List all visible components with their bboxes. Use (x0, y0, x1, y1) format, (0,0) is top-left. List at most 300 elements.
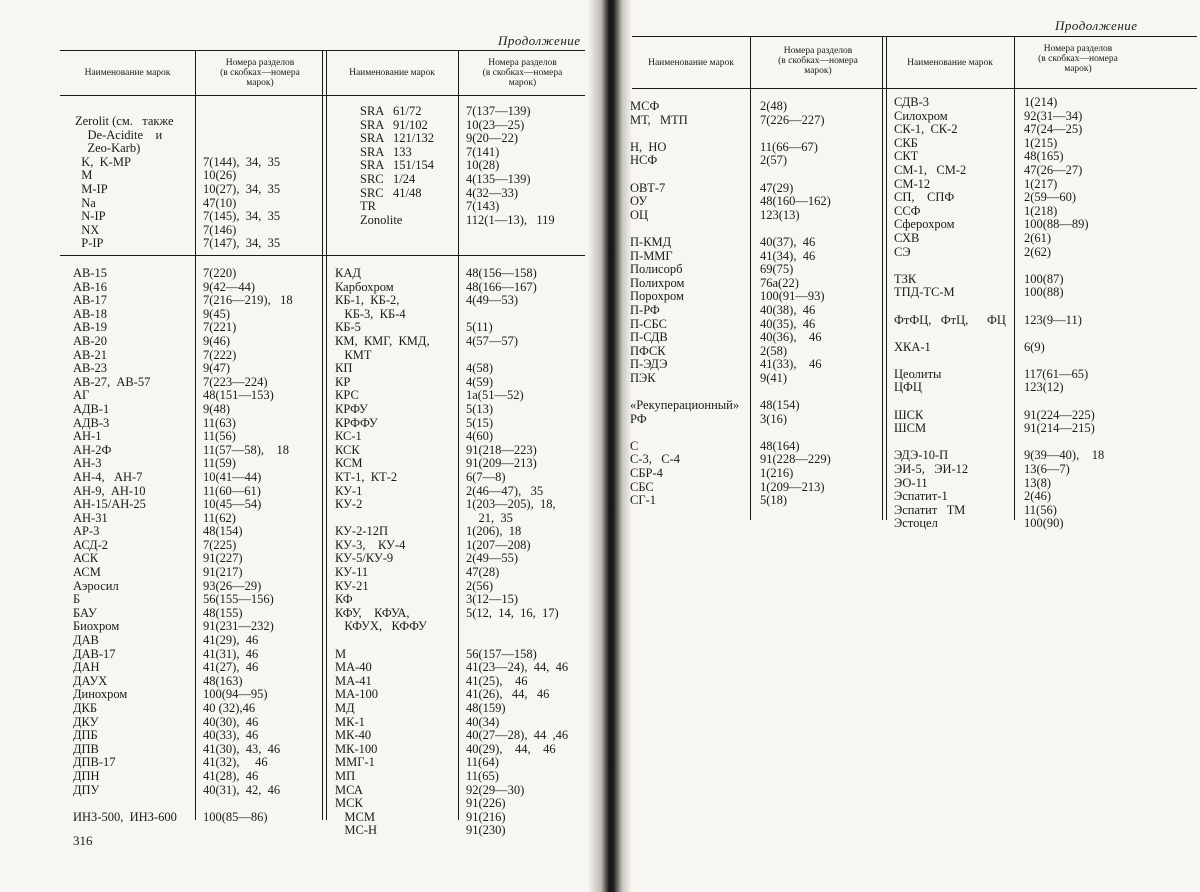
entries-names (335, 267, 430, 838)
entry-name: АН-9, АН-10 (73, 483, 146, 498)
entry-sections: 4(49—53) (466, 293, 519, 308)
entry-sections (760, 222, 831, 236)
entry-name: ОУ (630, 194, 648, 209)
entry-name: КП (335, 361, 353, 376)
header-name-col: Наименование марок (648, 58, 734, 68)
header-sections-col: Номера разделов (в скобках—номера марок) (220, 58, 300, 88)
entry-name: СМ-12 (894, 176, 931, 191)
left-page (0, 0, 590, 892)
entry-sections: 7(147), 34, 35 (203, 236, 281, 251)
entry-sections: 7(223—224) (203, 374, 268, 389)
entry-sections: 91(214—215) (1024, 421, 1095, 436)
entry-name: Эстоцел (894, 516, 938, 531)
entry-name: КУ-11 (335, 565, 369, 580)
header-rule (632, 88, 1197, 89)
entry-sections: 40(33), 46 (203, 728, 259, 743)
entry-name: ЭО-11 (894, 475, 928, 490)
entry-sections: 41(28), 46 (203, 768, 259, 783)
entries-names (75, 115, 174, 251)
entry-sections (760, 168, 831, 182)
entry-name: NX (75, 222, 100, 237)
entry-name: ЦФЦ (894, 380, 922, 395)
column-rule (750, 36, 751, 520)
header-name-col: Наименование марок (84, 68, 171, 78)
entry-name: КФУХ, КФФУ (335, 619, 427, 634)
entry-sections: 48(166—167) (466, 279, 537, 294)
entry-name: ДАВ (73, 633, 99, 648)
entry-sections: 10(27), 34, 35 (203, 181, 281, 196)
entry-sections: 7(221) (203, 320, 237, 335)
entry-sections: 11(66—67) (760, 139, 818, 154)
entry-sections: 41(25), 46 (466, 673, 528, 688)
entry-sections: 56(157—158) (466, 646, 537, 661)
entry-name: МА-40 (335, 660, 372, 675)
entry-name: Биохром (73, 619, 120, 634)
entry-sections: 1(214) (1024, 95, 1058, 109)
entries-names (894, 96, 1006, 531)
entry-sections: 9(48) (203, 401, 231, 416)
entry-name: SRA 121/132 (360, 131, 434, 146)
entry-name: МА-100 (335, 687, 379, 702)
entry-name: КУ-2 (335, 497, 363, 512)
entry-sections: 48(164) (760, 438, 800, 453)
entry-sections: 9(42—44) (203, 279, 256, 294)
entry-sections: 5(11) (466, 320, 493, 335)
entry-sections: 1(218) (1024, 203, 1058, 218)
entry-sections: 47(24—25) (1024, 122, 1083, 137)
entry-sections: 11(64) (466, 755, 499, 770)
entry-sections: 40(31), 42, 46 (203, 782, 281, 797)
entry-name: ММГ-1 (335, 755, 375, 770)
entries-names (73, 267, 177, 824)
entry-sections: 10(41—44) (203, 469, 262, 484)
entry-sections: 1(206), 18 (466, 524, 522, 539)
entry-sections: 9(45) (203, 306, 231, 321)
entry-sections: 76а(22) (760, 275, 799, 290)
entry-name: АВ-23 (73, 361, 108, 376)
entry-name: N-IP (75, 209, 106, 224)
entry-name: КФ (335, 592, 353, 607)
column-rule (458, 50, 459, 820)
entry-name: КС-1 (335, 429, 362, 444)
entry-sections: 69(75) (760, 262, 794, 277)
entry-sections: 40(38), 46 (760, 302, 816, 317)
entry-name: СП, СПФ (894, 190, 955, 205)
entry-name: АН-15/АН-25 (73, 497, 146, 512)
entry-name: АВ-17 (73, 293, 108, 308)
entry-name: Полисорб (630, 262, 683, 277)
entry-name: КАД (335, 266, 361, 280)
entry-sections: 7(143) (466, 199, 500, 214)
entry-sections: 47(28) (466, 565, 500, 580)
entry-name: SRA 133 (360, 144, 412, 159)
table-top-rule (632, 36, 1197, 37)
entry-name: КБ-3, КБ-4 (335, 306, 406, 321)
entry-name: SRC 41/48 (360, 185, 422, 200)
entry-name: СДВ-3 (894, 95, 929, 109)
entry-sections: 41(27), 46 (203, 660, 259, 675)
entry-name: КУ-21 (335, 578, 369, 593)
entry-name: КБ-5 (335, 320, 361, 335)
entry-sections: 9(41) (760, 370, 788, 385)
entry-sections: 91(209—213) (466, 456, 537, 471)
entries-names (360, 105, 434, 227)
entry-name: СКБ (894, 135, 918, 150)
entry-name: М (335, 646, 347, 661)
entry-name: ТПД-ТС-М (894, 285, 955, 300)
entry-name: Эспатит ТМ (894, 502, 966, 517)
entries-sections (466, 267, 568, 838)
entry-name: TR (360, 199, 376, 214)
entry-name: МА-41 (335, 673, 372, 688)
entry-name: ФтФЦ, ФтЦ, ФЦ (894, 312, 1006, 327)
entry-sections: 11(56) (203, 429, 236, 444)
entry-sections: 47(10) (203, 195, 237, 210)
entry-name: АВ-16 (73, 279, 108, 294)
entry-sections: 41(31), 46 (203, 646, 259, 661)
entry-name: МСА (335, 782, 363, 797)
header-sections-col: Номера разделов (в скобках—номера марок) (778, 46, 858, 76)
entry-sections: 2(48) (760, 99, 788, 113)
entry-name: ТЗК (894, 271, 917, 286)
header-name-col: Наименование марок (907, 58, 993, 68)
entry-sections: 100(88) (1024, 285, 1064, 300)
column-rule (195, 50, 196, 820)
entry-sections: 11(65) (466, 768, 499, 783)
entry-sections: 7(137—139) (466, 104, 531, 118)
entry-sections: 9(47) (203, 361, 231, 376)
entry-sections: 6(9) (1024, 339, 1045, 354)
entry-name: КУ-2-12П (335, 524, 389, 539)
entry-name (894, 327, 1006, 341)
entry-name: П-ММГ (630, 248, 673, 263)
entry-name: МСФ (630, 99, 660, 113)
entry-name: ОВТ-7 (630, 180, 666, 195)
entry-sections: 2(62) (1024, 244, 1052, 259)
entry-sections: 48(154) (760, 398, 800, 413)
entry-sections: 123(13) (760, 207, 800, 222)
entry-name: Порохром (630, 289, 684, 304)
entry-sections: 117(61—65) (1024, 366, 1089, 381)
entry-sections: 91(224—225) (1024, 407, 1095, 422)
entry-name: КРФФУ (335, 415, 378, 430)
entry-sections: 92(29—30) (466, 782, 525, 797)
entry-name: ХКА-1 (894, 339, 931, 354)
entry-name: ДКБ (73, 701, 98, 715)
entry-name: НСФ (630, 153, 658, 168)
entry-name: Н, НО (630, 139, 667, 154)
entry-name: АДВ-3 (73, 415, 110, 430)
entry-name: КФУ, КФУА, (335, 605, 410, 620)
entry-sections: 10(28) (466, 158, 500, 173)
entry-name: Zerolit (см. также (75, 114, 174, 128)
entry-name: СКТ (894, 149, 919, 164)
entry-name: P-IP (75, 236, 104, 251)
entry-sections (1024, 354, 1104, 368)
entry-sections: 11(63) (203, 415, 236, 430)
entry-name: ОЦ (630, 207, 649, 222)
entry-sections: 9(39—40), 18 (1024, 448, 1105, 463)
entry-sections: 100(90) (1024, 516, 1064, 531)
entry-sections (466, 634, 568, 648)
entry-name (630, 426, 739, 440)
entry-sections: 48(160—162) (760, 194, 831, 209)
entry-sections: 10(45—54) (203, 497, 262, 512)
entry-sections: 48(159) (466, 701, 506, 715)
entry-name: ДПВ-17 (73, 755, 116, 770)
entry-name: ССФ (894, 203, 921, 218)
entry-name: АДВ-1 (73, 401, 110, 416)
entry-sections: 11(57—58), 18 (203, 442, 289, 457)
entry-sections: 11(60—61) (203, 483, 261, 498)
entry-sections: 2(61) (1024, 230, 1052, 245)
entry-sections: 41(26), 44, 46 (466, 687, 550, 702)
entry-name: SRA 151/154 (360, 158, 434, 173)
entry-sections: 47(26—27) (1024, 162, 1083, 177)
entry-sections (466, 308, 568, 322)
entry-sections: 41(34), 46 (760, 248, 816, 263)
entry-sections: 48(155) (203, 605, 243, 620)
entry-sections: 4(58) (466, 361, 494, 376)
entries-sections (203, 115, 280, 251)
entry-sections: 13(8) (1024, 475, 1052, 490)
entry-sections: 4(57—57) (466, 333, 519, 348)
entry-name: МСМ (335, 809, 375, 824)
entries-sections (466, 105, 555, 227)
entry-sections: 9(46) (203, 333, 231, 348)
entry-sections: 4(32—33) (466, 185, 519, 200)
entry-name (335, 512, 430, 526)
entry-name: С (630, 438, 639, 453)
entry-name (894, 259, 1006, 273)
entry-sections: 4(59) (466, 374, 494, 389)
entry-sections: 11(56) (1024, 502, 1057, 517)
entry-sections: 1(207—208) (466, 537, 531, 552)
entry-name: АН-4, АН-7 (73, 469, 143, 484)
entry-sections: 40(34) (466, 714, 500, 729)
entry-name: АГ (73, 388, 90, 403)
entry-name: АВ-20 (73, 333, 108, 348)
entry-name (630, 385, 739, 399)
entry-sections: 100(91—93) (760, 289, 825, 304)
entry-name: КБ-1, КБ-2, (335, 293, 400, 308)
entry-name: МП (335, 768, 356, 783)
entry-sections: 4(60) (466, 429, 494, 444)
entry-sections: 7(216—219), 18 (203, 293, 293, 308)
entry-sections: 7(220) (203, 266, 237, 280)
header-sections-col: Номера разделов (в скобках—номера марок) (1038, 44, 1118, 74)
entry-name: КСМ (335, 456, 363, 471)
entry-name (894, 395, 1006, 409)
entry-sections: 2(49—55) (466, 551, 519, 566)
entry-sections: 2(59—60) (1024, 190, 1077, 205)
entry-sections: 48(163) (203, 673, 243, 688)
entry-name: П-РФ (630, 302, 660, 317)
entry-name: ПЭК (630, 370, 656, 385)
entry-sections: 1(215) (1024, 135, 1058, 150)
entry-sections: 3(12—15) (466, 592, 519, 607)
entry-sections: 91(231—232) (203, 619, 274, 634)
entry-name: АН-2Ф (73, 442, 112, 457)
entry-name: С-3, С-4 (630, 452, 680, 467)
entry-sections: 11(62) (203, 510, 236, 525)
entry-sections: 21, 35 (466, 510, 513, 525)
entry-name: АВ-27, АВ-57 (73, 374, 151, 389)
entry-name: КМ, КМГ, КМД, (335, 333, 430, 348)
entry-name: Zonolite (360, 212, 403, 227)
entry-sections: 100(94—95) (203, 687, 268, 702)
entry-sections (466, 349, 568, 363)
entry-sections: 7(145), 34, 35 (203, 209, 281, 224)
entry-name: «Рекуперационный» (630, 398, 740, 413)
entry-sections: 2(46) (1024, 489, 1052, 504)
entry-sections: 7(225) (203, 537, 237, 552)
entry-name: Аэросил (73, 578, 119, 593)
entry-name: SRC 1/24 (360, 171, 416, 186)
entry-name: Б (73, 592, 81, 607)
entry-name: СБР-4 (630, 466, 663, 481)
entry-name: Полихром (630, 275, 685, 290)
entry-name: П-ЭДЭ (630, 357, 668, 372)
book-spine-shadow (588, 0, 632, 892)
entry-name (630, 168, 739, 182)
entry-name: ДАУХ (73, 673, 108, 688)
entry-name: АН-31 (73, 510, 108, 525)
entry-sections: 5(12, 14, 16, 17) (466, 605, 559, 620)
entry-name: АСД-2 (73, 537, 109, 552)
entry-sections: 1(217) (1024, 176, 1058, 191)
entry-sections (466, 620, 568, 634)
entry-name: АВ-15 (73, 266, 108, 280)
entry-sections: 40(27—28), 44 ,46 (466, 728, 569, 743)
entry-name: Цеолиты (894, 366, 942, 381)
entry-sections: 13(6—7) (1024, 462, 1070, 477)
entry-name (630, 222, 739, 236)
header-name-col: Наименование марок (349, 68, 435, 78)
entry-sections: 9(20—22) (466, 131, 519, 146)
entry-name: МСК (335, 796, 363, 811)
entry-sections (203, 129, 280, 143)
entry-name: ДПБ (73, 728, 98, 743)
entry-name: SRA 61/72 (360, 104, 422, 118)
entry-sections: 123(12) (1024, 380, 1064, 395)
entry-sections: 48(154) (203, 524, 243, 539)
entry-name: РФ (630, 411, 647, 426)
entry-name: КУ-5/КУ-9 (335, 551, 394, 566)
entry-sections: 93(26—29) (203, 578, 262, 593)
entry-sections (203, 797, 293, 811)
entry-name: SRA 91/102 (360, 117, 428, 132)
entry-sections: 40(36), 46 (760, 330, 822, 345)
entry-name (894, 300, 1006, 314)
entry-name: Na (75, 195, 96, 210)
entry-name: Карбохром (335, 279, 394, 294)
entry-sections: 48(156—158) (466, 266, 537, 280)
right-page (632, 0, 1200, 892)
entry-sections: 7(144), 34, 35 (203, 154, 281, 169)
entry-sections: 1а(51—52) (466, 388, 524, 403)
entry-name: АН-1 (73, 429, 102, 444)
entry-name: ДПВ (73, 741, 99, 756)
entry-name: МК-40 (335, 728, 372, 743)
entry-name: ЭИ-5, ЭИ-12 (894, 462, 969, 477)
entry-name: СХВ (894, 230, 920, 245)
entry-name: ДПН (73, 768, 100, 783)
entry-name: П-КМД (630, 234, 672, 249)
entry-name: АВ-21 (73, 347, 108, 362)
header-sections-col: Номера разделов (в скобках—номера марок) (482, 58, 563, 88)
entry-sections: 56(155—156) (203, 592, 274, 607)
entry-name: Сферохром (894, 217, 955, 232)
column-double-rule (322, 50, 327, 820)
entry-sections (1024, 327, 1104, 341)
entry-sections: 100(87) (1024, 271, 1064, 286)
entry-sections: 123(9—11) (1024, 312, 1082, 327)
entry-name: ДАН (73, 660, 100, 675)
entry-sections: 1(203—205), 18, (466, 497, 556, 512)
entry-name: ДАВ-17 (73, 646, 116, 661)
entry-sections: 40(29), 44, 46 (466, 741, 556, 756)
entry-sections (1024, 300, 1104, 314)
entry-sections: 91(228—229) (760, 452, 831, 467)
entry-sections: 48(165) (1024, 149, 1064, 164)
column-double-rule (882, 36, 887, 520)
entry-name: ШСМ (894, 421, 927, 436)
entry-name: Эспатит-1 (894, 489, 948, 504)
entry-sections: 3(16) (760, 411, 788, 426)
entry-sections: 47(29) (760, 180, 794, 195)
entry-sections: 40(30), 46 (203, 714, 259, 729)
entry-sections: 2(57) (760, 153, 788, 168)
entry-sections: 6(7—8) (466, 469, 506, 484)
entry-name: П-СБС (630, 316, 667, 331)
entry-sections: 11(59) (203, 456, 236, 471)
entry-sections: 40(35), 46 (760, 316, 816, 331)
entry-name: АР-3 (73, 524, 100, 539)
entry-name: СЭ (894, 244, 911, 259)
entry-sections: 91(216) (466, 809, 506, 824)
entries-sections (203, 267, 293, 824)
entry-name: МК-1 (335, 714, 365, 729)
entry-name (73, 797, 177, 811)
entry-name: De-Acidite и (75, 127, 163, 142)
entry-name: АВ-18 (73, 306, 108, 321)
entry-name: МС-Н (335, 823, 378, 838)
entry-sections: 92(31—34) (1024, 108, 1083, 123)
entry-sections: 10(26) (203, 168, 237, 183)
entry-sections: 1(209—213) (760, 479, 825, 494)
entry-sections: 40 (32),46 (203, 701, 256, 715)
entry-sections: 91(227) (203, 551, 243, 566)
entry-sections: 5(13) (466, 401, 494, 416)
entry-sections (1024, 436, 1104, 450)
continuation-label: Продолжение (498, 33, 581, 48)
entry-sections: 100(88—89) (1024, 217, 1089, 232)
entry-name: КУ-3, КУ-4 (335, 537, 406, 552)
entry-sections: 7(146) (203, 222, 237, 237)
entry-name: Силохром (894, 108, 948, 123)
entry-sections: 5(18) (760, 493, 788, 508)
entries-names (630, 100, 739, 508)
entry-name: КТ-1, КТ-2 (335, 469, 398, 484)
entry-name: МК-100 (335, 741, 378, 756)
entry-name: БАУ (73, 605, 97, 620)
entry-sections (1024, 395, 1104, 409)
entry-name: СГ-1 (630, 493, 656, 508)
entry-sections: 2(46—47), 35 (466, 483, 544, 498)
entry-name: КСК (335, 442, 360, 457)
entry-sections: 2(56) (466, 578, 494, 593)
